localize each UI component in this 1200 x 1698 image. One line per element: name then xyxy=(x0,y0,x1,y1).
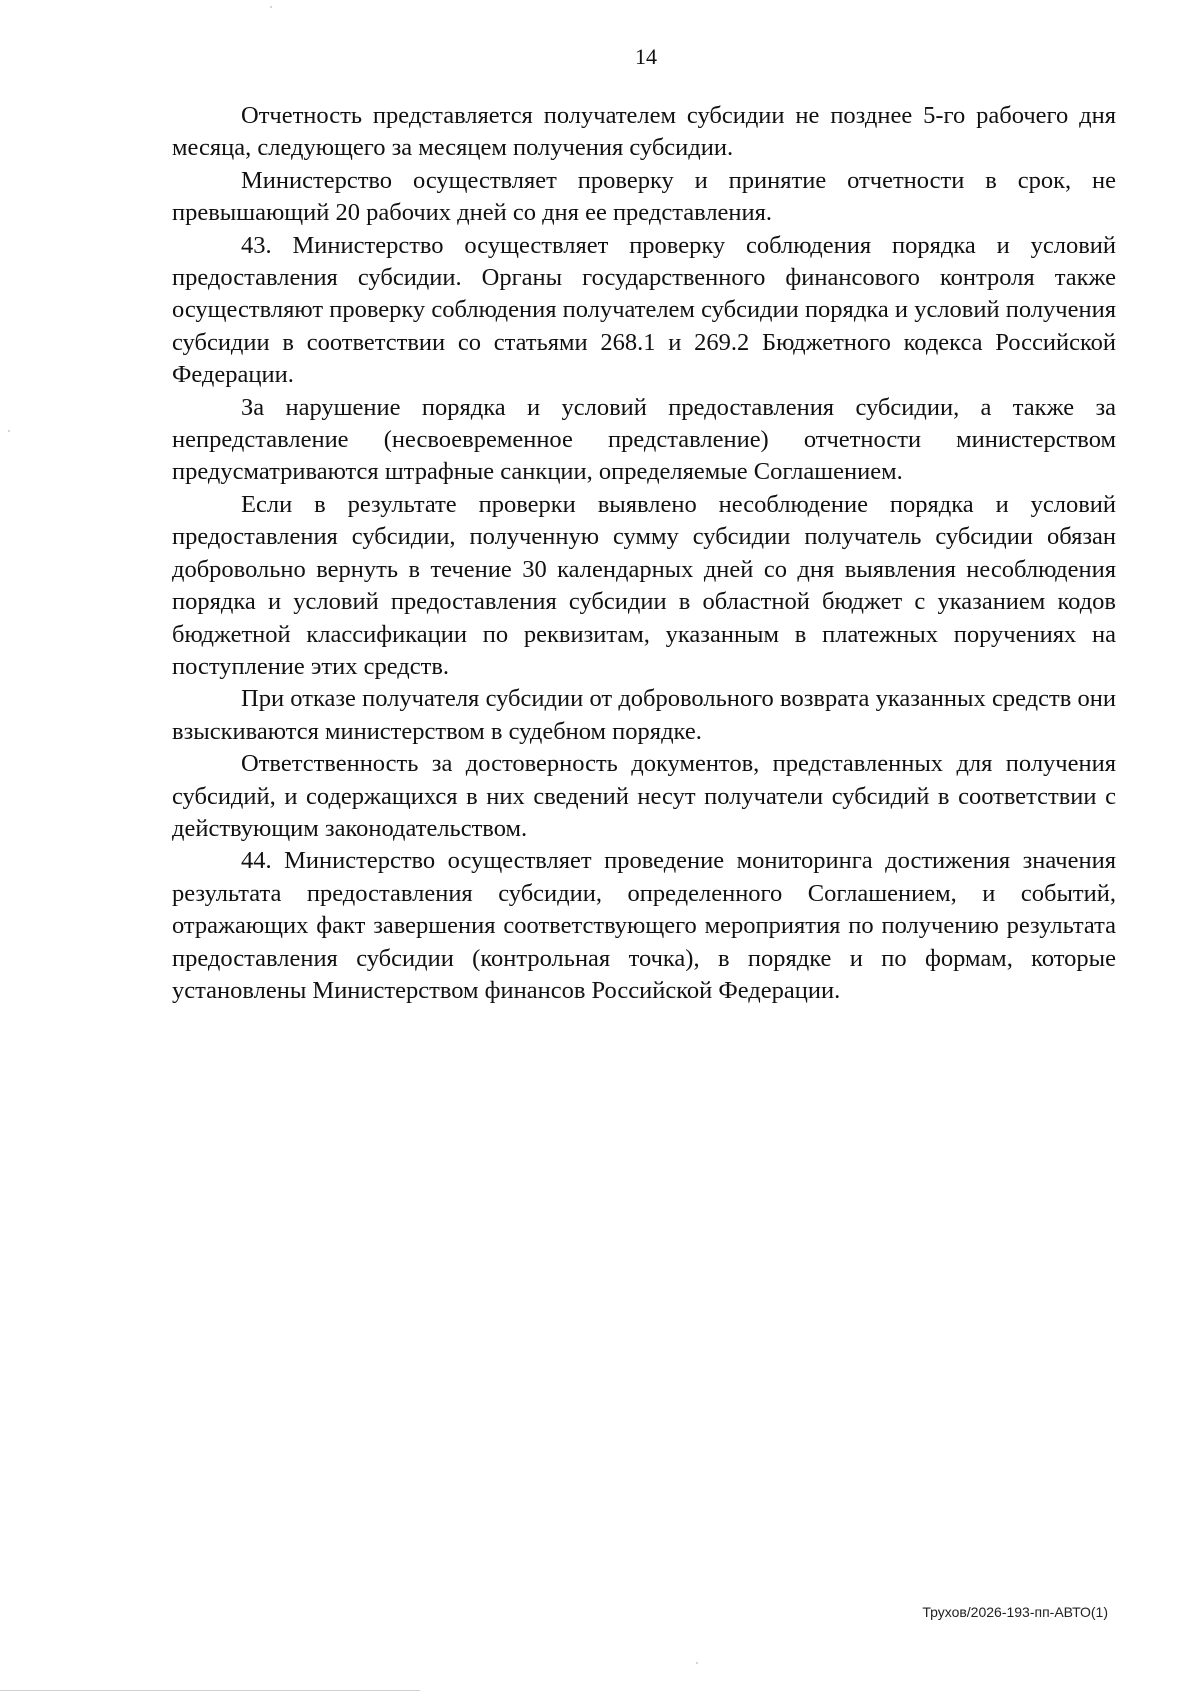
paragraph: Министерство осуществляет проверку и принятие отчетности в срок, не превышающий 20 рабочих дней со дня ее представления. xyxy=(172,166,1116,227)
document-registration-code: Трухов/2026-193-пп-АВТО(1) xyxy=(922,1604,1108,1620)
document-body xyxy=(172,100,1116,1007)
scan-artifact xyxy=(8,430,10,432)
scan-artifact xyxy=(696,1662,698,1664)
paragraph: 43. Министерство осуществляет проверку соблюдения порядка и условий предоставления субсидии. Органы государственного финансового контроля также осуществляют проверку соблюдения получателем субсидии порядка и условий получения субсидии в соответствии со статьями 268.1 и 269.2 Бюджетного кодекса Российской Федерации. xyxy=(172,231,1116,389)
paragraph: При отказе получателя субсидии от добровольного возврата указанных средств они взыскиваются министерством в судебном порядке. xyxy=(172,685,1116,745)
paragraph: Ответственность за достоверность документов, представленных для получения субсидий, и содержащихся в них сведений несут получатели субсидий в соответствии с действующим законодательством. xyxy=(172,750,1116,842)
page-number: 14 xyxy=(635,44,657,69)
scan-artifact xyxy=(270,6,272,8)
paragraph: Отчетность представляется получателем субсидии не позднее 5-го рабочего дня месяца, следующего за месяцем получения субсидии. xyxy=(172,102,1116,162)
scan-edge-line xyxy=(0,1690,420,1691)
paragraph: 44. Министерство осуществляет проведение мониторинга достижения значения результата предоставления субсидии, определенного Соглашением, и событий, отражающих факт завершения соответствующего мероприятия по получению результата предоставления субсидии (контрольная точка), в порядке и по формам, которые установлены Министерством финансов Российской Федерации. xyxy=(172,847,1116,1004)
paragraph: Если в результате проверки выявлено несоблюдение порядка и условий предоставления субсидии, полученную сумму субсидии получатель субсидии обязан добровольно вернуть в течение 30 календарных дней со дня выявления несоблюдения порядка и условий предоставления субсидии в областной бюджет с указанием кодов бюджетной классификации по реквизитам, указанным в платежных поручениях на поступление этих средств. xyxy=(172,490,1116,680)
paragraph: За нарушение порядка и условий предоставления субсидии, а также за непредставление (несвоевременное представление) отчетности министерством предусматриваются штрафные санкции, определяемые Соглашением. xyxy=(172,393,1116,486)
